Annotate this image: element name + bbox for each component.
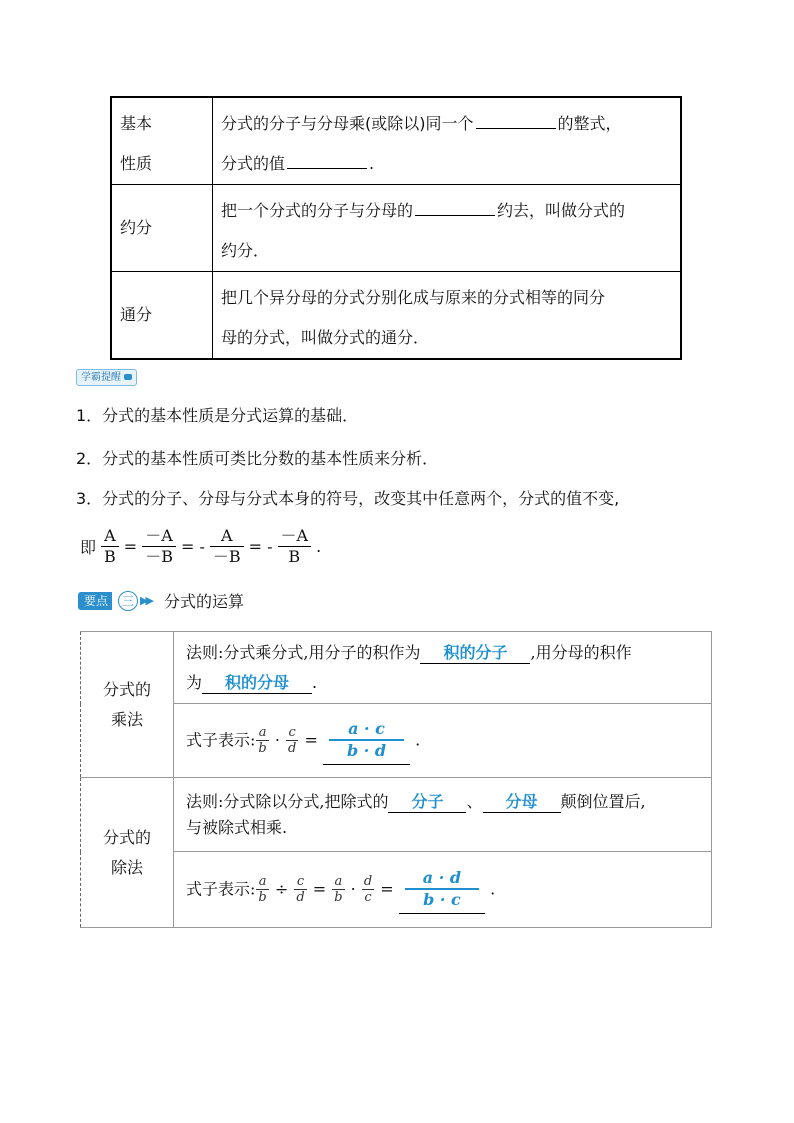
text: 式子表示: bbox=[186, 730, 256, 749]
text: . bbox=[415, 730, 421, 749]
table-row bbox=[111, 97, 681, 185]
row-content bbox=[213, 185, 682, 272]
numerator: a bbox=[256, 725, 268, 741]
table-row bbox=[111, 185, 681, 272]
answer-blank[interactable]: 分母 bbox=[483, 792, 561, 813]
fill-blank[interactable] bbox=[415, 199, 495, 216]
content-line: 约分． bbox=[221, 241, 270, 260]
fill-blank[interactable] bbox=[287, 152, 367, 169]
denominator: d bbox=[296, 890, 305, 905]
label-line: 性质 bbox=[120, 154, 153, 173]
label-line: 分式的 bbox=[102, 827, 151, 847]
text: 约去，叫做分式的 bbox=[497, 201, 626, 220]
denominator: b · d bbox=[346, 740, 387, 760]
denominator: b bbox=[334, 890, 343, 905]
answer-blank[interactable] bbox=[399, 866, 485, 914]
pencil-icon bbox=[124, 374, 132, 380]
formula-prefix: 即 bbox=[80, 538, 97, 557]
text: . bbox=[369, 154, 375, 173]
numerator: －A bbox=[278, 526, 312, 547]
numerator: a · d bbox=[405, 868, 479, 890]
answer-fraction bbox=[329, 719, 404, 761]
row-label-common-denominator: 通分 bbox=[111, 272, 213, 360]
table-row bbox=[111, 272, 681, 360]
numerator: c bbox=[294, 874, 306, 890]
fraction bbox=[101, 526, 119, 567]
answer-blank[interactable]: 积的分母 bbox=[202, 673, 312, 694]
text: 分式的值 bbox=[221, 154, 286, 173]
row-label-reduction: 约分 bbox=[111, 185, 213, 272]
operations-table bbox=[80, 631, 712, 928]
row-content bbox=[213, 272, 682, 360]
text: 、 bbox=[466, 791, 483, 811]
content-line: 与被除式相乘. bbox=[186, 817, 288, 837]
label-line: 乘法 bbox=[110, 709, 143, 729]
fraction bbox=[256, 725, 268, 756]
division-rule bbox=[174, 778, 712, 852]
arrow-icon: ▶▶ bbox=[140, 594, 151, 607]
tip-badge bbox=[76, 369, 137, 386]
text: 为 bbox=[186, 672, 203, 692]
content-line bbox=[186, 638, 699, 668]
division-expression bbox=[174, 852, 712, 928]
properties-table bbox=[110, 96, 682, 360]
text: 分式的分子与分母乘(或除以)同一个 bbox=[221, 114, 474, 133]
section-number: 三 bbox=[118, 591, 138, 611]
label-line: 分式的 bbox=[102, 679, 151, 699]
content-line: 母的分式，叫做分式的通分． bbox=[221, 328, 430, 347]
fraction bbox=[294, 874, 306, 905]
fraction bbox=[256, 874, 268, 905]
text: 法则:分式乘分式,用分子的积作为 bbox=[186, 642, 421, 662]
denominator: B bbox=[104, 547, 116, 566]
operator: = bbox=[312, 879, 327, 898]
operator: · bbox=[350, 879, 356, 898]
content-line bbox=[186, 789, 699, 815]
answer-blank[interactable]: 积的分子 bbox=[420, 643, 530, 664]
text: 法则:分式除以分式,把除式的 bbox=[186, 791, 389, 811]
section-title: 分式的运算 bbox=[164, 592, 245, 611]
fill-blank[interactable] bbox=[476, 112, 556, 129]
table-row bbox=[81, 852, 712, 928]
tip-item: 2．分式的基本性质可类比分数的基本性质来分析． bbox=[76, 449, 439, 468]
text: . bbox=[312, 672, 318, 692]
table-row bbox=[81, 704, 712, 778]
text: 式子表示: bbox=[186, 879, 256, 898]
label-line: 基本 bbox=[120, 114, 153, 133]
denominator: －B bbox=[212, 547, 241, 566]
text: 的整式， bbox=[557, 114, 622, 133]
operator: . bbox=[316, 537, 322, 556]
numerator: A bbox=[210, 526, 244, 547]
numerator: a · c bbox=[329, 719, 404, 741]
tip-badge-label: 学霸提醒 bbox=[81, 372, 121, 383]
table-row bbox=[81, 632, 712, 704]
fraction bbox=[332, 874, 344, 905]
denominator: b bbox=[258, 741, 267, 756]
content-line: 把几个异分母的分式分别化成与原来的分式相等的同分 bbox=[221, 288, 606, 307]
denominator: －B bbox=[145, 547, 173, 566]
text: 把一个分式的分子与分母的 bbox=[221, 201, 414, 220]
operator: = - bbox=[248, 537, 273, 556]
fraction bbox=[278, 526, 312, 567]
denominator: B bbox=[288, 547, 301, 566]
fraction bbox=[210, 526, 244, 567]
numerator: d bbox=[363, 874, 373, 889]
operator: = bbox=[304, 730, 318, 749]
denominator: d bbox=[288, 741, 297, 756]
row-label-multiplication bbox=[81, 632, 174, 778]
numerator: a bbox=[256, 874, 268, 890]
content-line bbox=[221, 144, 672, 184]
numerator: c bbox=[286, 725, 298, 741]
numerator: a bbox=[332, 874, 344, 890]
text: ,用分母的积作 bbox=[530, 642, 632, 662]
fraction bbox=[362, 874, 374, 905]
answer-fraction bbox=[405, 868, 479, 910]
fraction bbox=[142, 526, 176, 567]
operator: = - bbox=[180, 537, 205, 556]
table-row bbox=[81, 778, 712, 852]
tip-item: 3．分式的分子、分母与分式本身的符号，改变其中任意两个，分式的值不变, bbox=[76, 489, 620, 508]
answer-blank[interactable] bbox=[323, 717, 410, 765]
sign-rule-formula bbox=[76, 526, 325, 567]
denominator: c bbox=[364, 890, 372, 905]
operator: ÷ bbox=[274, 879, 289, 898]
operator: = bbox=[380, 879, 394, 898]
multiplication-rule bbox=[174, 632, 712, 704]
row-label-division bbox=[81, 778, 174, 928]
text: 颠倒位置后, bbox=[560, 791, 646, 811]
operator: · bbox=[274, 730, 280, 749]
row-content bbox=[213, 97, 682, 185]
text: . bbox=[490, 879, 496, 898]
operator: = bbox=[123, 537, 138, 556]
numerator: －A bbox=[142, 526, 176, 547]
label-line: 除法 bbox=[110, 857, 143, 877]
denominator: b · c bbox=[423, 889, 461, 909]
multiplication-expression bbox=[174, 704, 712, 778]
content-line bbox=[221, 104, 672, 144]
content-line bbox=[186, 668, 699, 698]
section-badge: 要点 bbox=[78, 592, 112, 610]
denominator: b bbox=[258, 890, 267, 905]
tip-item: 1．分式的基本性质是分式运算的基础． bbox=[76, 406, 359, 425]
fraction bbox=[286, 725, 298, 756]
content-line bbox=[221, 191, 672, 231]
row-label-basic-property bbox=[111, 97, 213, 185]
numerator: A bbox=[101, 526, 119, 547]
answer-blank[interactable]: 分子 bbox=[388, 792, 466, 813]
